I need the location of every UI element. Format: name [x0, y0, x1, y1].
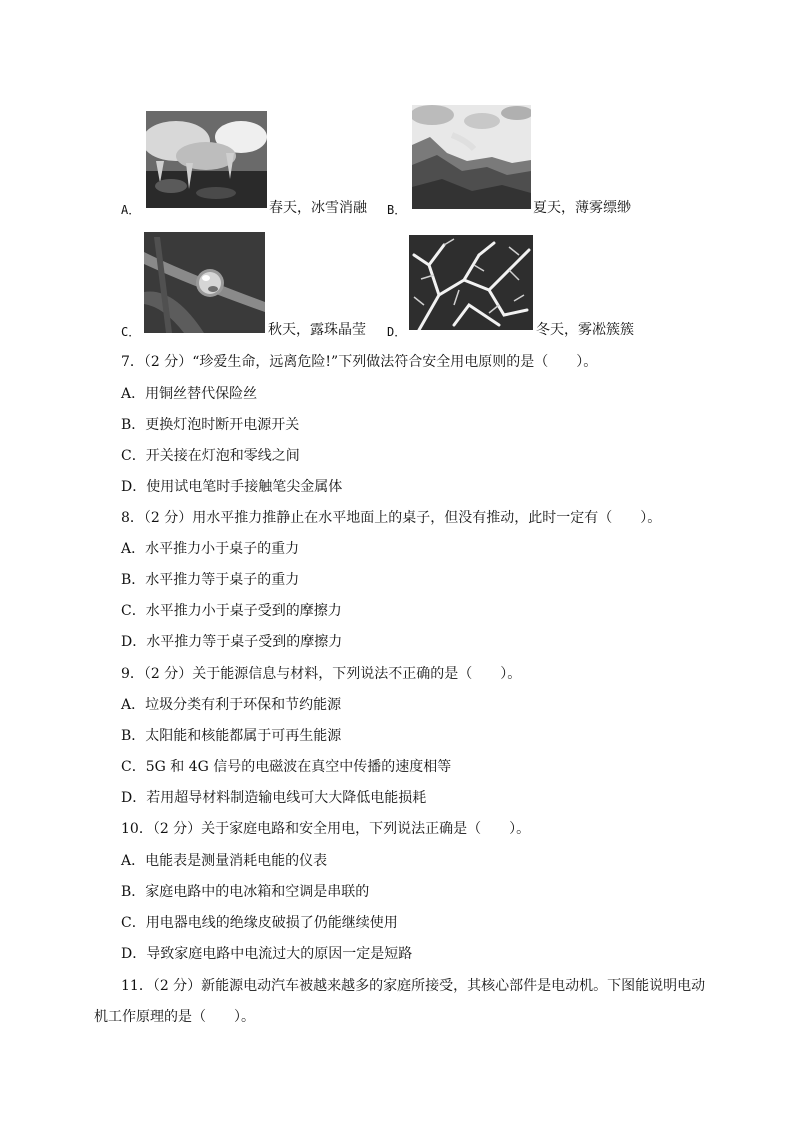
question-stem-line-2: 机工作原理的是（ ）。	[94, 1009, 255, 1025]
option-b: B．水平推力等于桌子的重力	[121, 572, 300, 588]
question-stem: 8．（2 分）用水平推力推静止在水平地面上的桌子，但没有推动，此时一定有（ ）。	[121, 510, 662, 526]
question-stem-line-1: 11．（2 分）新能源电动汽车被越来越多的家庭所接受，其核心部件是电动机。下图能说明电动	[121, 978, 706, 994]
question-stem: 7．（2 分）“珍爱生命，远离危险!”下列做法符合安全用电原则的是（ ）。	[121, 354, 598, 370]
option-b: B．更换灯泡时断开电源开关	[121, 417, 300, 433]
option-letter: A．	[121, 203, 141, 217]
option-letter: D．	[387, 325, 407, 339]
option-caption: 夏天，薄雾缥缈	[533, 200, 631, 216]
option-a: A．垃圾分类有利于环保和节约能源	[121, 697, 342, 713]
option-b: B．太阳能和核能都属于可再生能源	[121, 728, 342, 744]
rime-frost-photo	[409, 235, 533, 330]
option-a: A．水平推力小于桌子的重力	[121, 541, 300, 557]
dewdrop-leaf-photo	[144, 232, 265, 333]
option-letter: C．	[121, 325, 141, 339]
option-caption: 秋天，露珠晶莹	[268, 322, 366, 338]
option-d: D．水平推力等于桌子受到的摩擦力	[121, 634, 343, 650]
option-d: D．使用试电笔时手接触笔尖金属体	[121, 479, 343, 495]
option-caption: 冬天，雾凇簇簇	[536, 322, 634, 338]
option-d: D．导致家庭电路中电流过大的原因一定是短路	[121, 946, 413, 962]
option-c: C．5G 和 4G 信号的电磁波在真空中传播的速度相等	[121, 759, 452, 775]
option-c: C．开关接在灯泡和零线之间	[121, 448, 300, 464]
question-stem: 10．（2 分）关于家庭电路和安全用电，下列说法正确是（ ）。	[121, 821, 531, 837]
option-d: D．若用超导材料制造输电线可大大降低电能损耗	[121, 790, 427, 806]
option-a: A．电能表是测量消耗电能的仪表	[121, 853, 328, 869]
option-c: C．水平推力小于桌子受到的摩擦力	[121, 603, 342, 619]
option-letter: B．	[387, 203, 407, 217]
option-a: A．用铜丝替代保险丝	[121, 386, 258, 402]
option-c: C．用电器电线的绝缘皮破损了仍能继续使用	[121, 915, 398, 931]
question-stem: 9．（2 分）关于能源信息与材料，下列说法不正确的是（ ）。	[121, 666, 522, 682]
melting-ice-photo	[146, 111, 267, 208]
option-b: B．家庭电路中的电冰箱和空调是串联的	[121, 884, 370, 900]
mountain-mist-photo	[412, 105, 531, 209]
option-caption: 春天，冰雪消融	[269, 200, 367, 216]
